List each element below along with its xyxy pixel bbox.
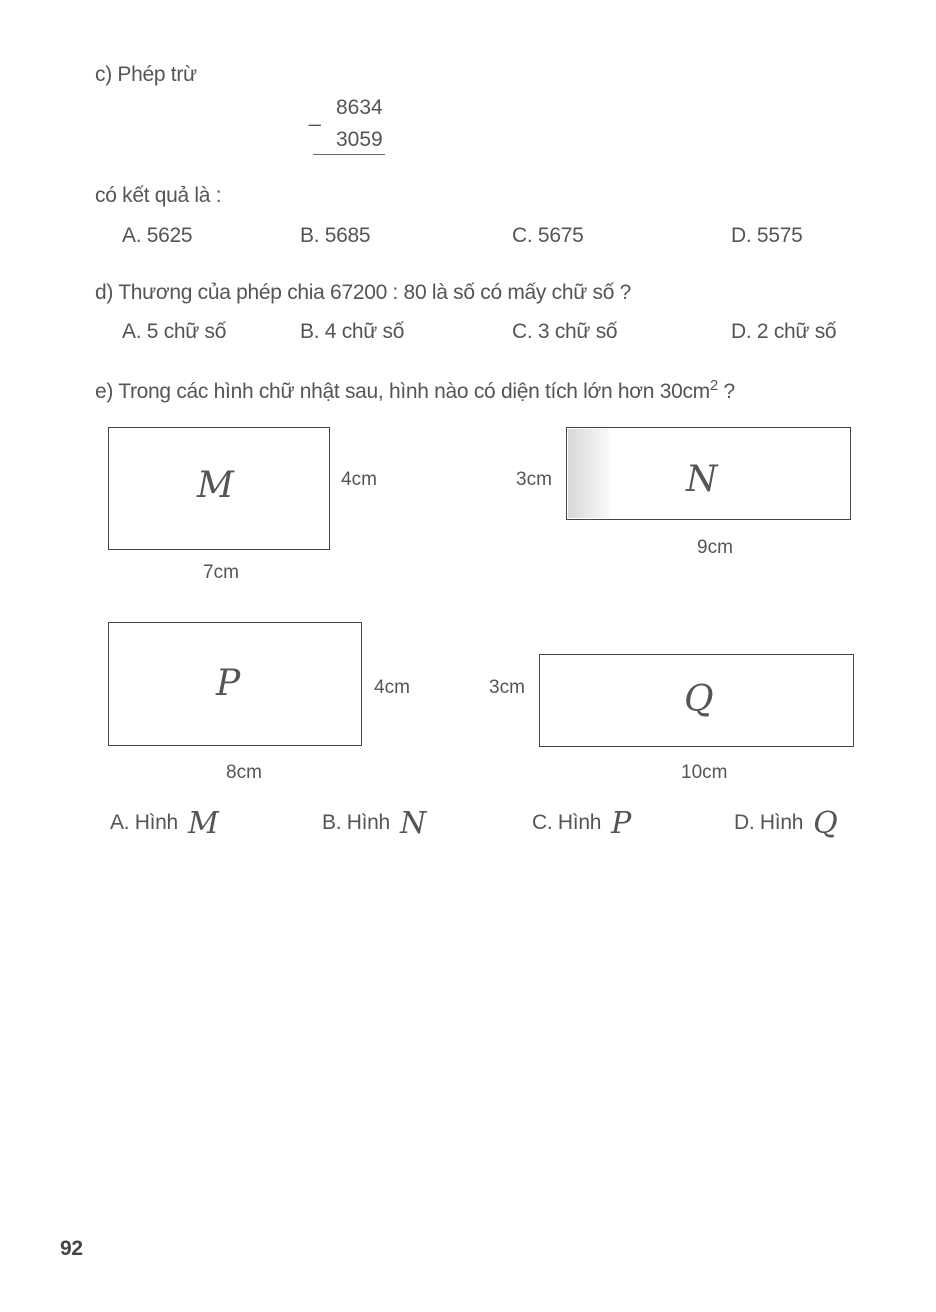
part-e-option-b-prefix: B. Hình [322,811,390,834]
part-e-option-b [322,806,426,841]
minuend: 8634 [336,96,383,119]
part-d-option-c: C. 3 chữ số [512,320,618,343]
rectangle-p-letter: P [216,663,241,704]
part-e-option-c [532,806,631,841]
part-e-option-a-letter: M [187,806,219,841]
part-c-option-a: A. 5625 [122,224,193,247]
rectangle-q-height: 3cm [489,677,525,698]
rectangle-p-height: 4cm [374,677,410,698]
part-e-option-b-letter: N [399,806,426,841]
part-c-result-prompt: có kết quả là : [95,184,222,207]
part-c-option-d: D. 5575 [731,224,803,247]
part-e-option-d [734,806,837,841]
subtraction-rule [313,154,385,155]
rectangle-m-height: 4cm [341,469,377,490]
rectangle-m-width: 7cm [203,562,239,583]
subtrahend: 3059 [336,128,383,151]
part-e-option-a-prefix: A. Hình [110,811,178,834]
rectangle-q-width: 10cm [681,762,728,783]
part-c-heading: c) Phép trừ [95,63,197,86]
rectangle-n-letter: N [686,459,718,500]
part-e-question-prefix: e) Trong các hình chữ nhật sau, hình nào có diện tích lớn hơn 30cm [95,380,710,403]
part-e-option-c-prefix: C. Hình [532,811,602,834]
part-e-question-sup: 2 [709,377,718,394]
part-e-option-d-prefix: D. Hình [734,811,804,834]
part-e-question-suffix: ? [717,380,735,403]
rectangle-m-letter: M [197,465,234,506]
rectangle-q-letter: Q [684,679,714,720]
part-e-question [95,377,735,404]
part-e-option-d-letter: Q [813,806,838,841]
part-d-option-a: A. 5 chữ số [122,320,227,343]
rectangle-n-smudge [568,429,610,518]
part-e-option-c-letter: P [611,806,631,841]
part-c-option-c: C. 5675 [512,224,584,247]
rectangle-n-width: 9cm [697,537,733,558]
minus-sign: _ [309,104,321,127]
part-d-question: d) Thương của phép chia 67200 : 80 là số có mấy chữ số ? [95,281,632,304]
part-d-option-b: B. 4 chữ số [300,320,405,343]
page-number: 92 [60,1237,83,1260]
part-c-option-b: B. 5685 [300,224,371,247]
part-d-option-d: D. 2 chữ số [731,320,837,343]
rectangle-n-height: 3cm [516,469,552,490]
part-e-option-a [110,806,218,841]
rectangle-p-width: 8cm [226,762,262,783]
